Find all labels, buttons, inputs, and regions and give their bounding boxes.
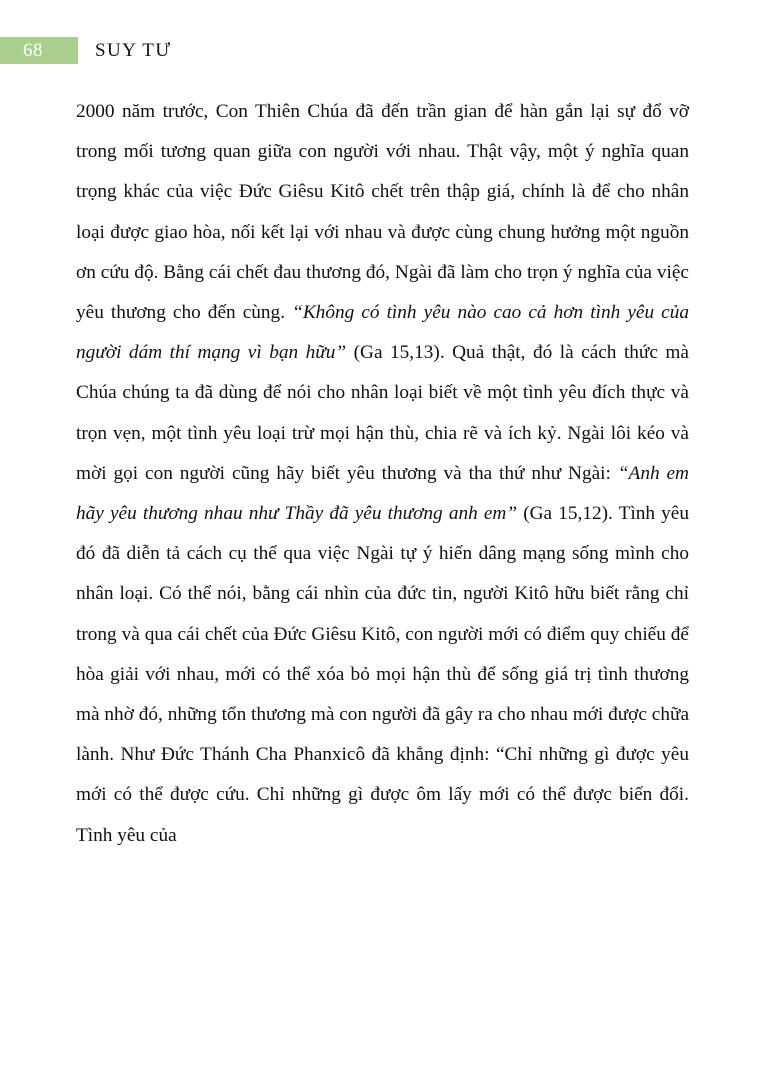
body-text-run: 2000 năm trước, Con Thiên Chúa đã đến trần gian để hàn gắn lại sự đổ vỡ trong mối tương quan giữa con người với nhau. Thật vậy, một ý nghĩa quan trọng khác của việc Đức Giêsu Kitô chết trên thập giá, chính là để cho nhân loại được giao hòa, nối kết lại với nhau và được cùng chung hưởng một nguồn ơn cứu độ. Bằng cái chết đau thương đó, Ngài đã làm cho trọn ý nghĩa của việc yêu thương cho đến cùng. xyxy=(76,101,689,324)
body-paragraph xyxy=(76,92,689,856)
page-number: 68 xyxy=(23,40,43,61)
body-text-run: (Ga 15,13). Quả thật, đó là cách thức mà Chúa chúng ta đã dùng để nói cho nhân loại biết về một tình yêu đích thực và trọn vẹn, một tình yêu loại trừ mọi hận thù, chia rẽ và ích kỷ. Ngài lôi kéo và mời gọi con người cũng hãy biết yêu thương và tha thứ như Ngài: xyxy=(76,342,689,484)
body-text-block xyxy=(76,92,689,856)
page-number-block xyxy=(0,37,78,64)
body-text-run: (Ga 15,12). Tình yêu đó đã diễn tả cách cụ thể qua việc Ngài tự ý hiến dâng mạng sống mình cho nhân loại. Có thể nói, bằng cái nhìn của đức tin, người Kitô hữu biết rằng chỉ trong và qua cái chết của Đức Giêsu Kitô, con người mới có điểm quy chiếu để hòa giải với nhau, mới có thể xóa bỏ mọi hận thù để sống giá trị tình thương mà nhờ đó, những tổn thương mà con người đã gây ra cho nhau mới được chữa lành. Như Đức Thánh Cha Phanxicô đã khẳng định: “Chỉ những gì được yêu mới có thể được cứu. Chỉ những gì được ôm lấy mới có thể được biến đổi. Tình yêu của xyxy=(76,503,689,846)
running-title: SUY TƯ xyxy=(95,39,172,61)
scripture-quote: “Không có tình yêu nào cao cả hơn tình yêu của người dám thí mạng vì bạn hữu” xyxy=(76,302,689,364)
scripture-quote: “Anh em hãy yêu thương nhau như Thầy đã yêu thương anh em” xyxy=(76,462,689,525)
running-header xyxy=(0,37,764,64)
